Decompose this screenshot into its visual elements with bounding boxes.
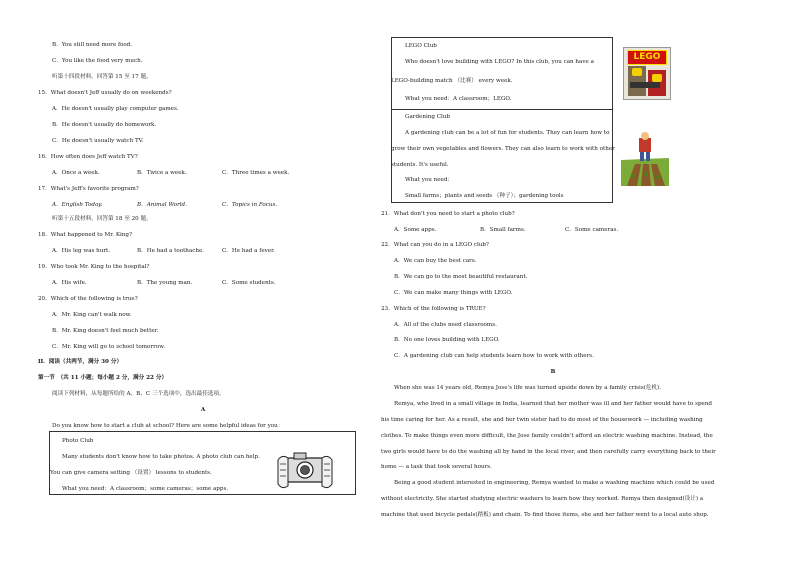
- gardening-club-line-1: A gardening club can be a lot of fun for students. They can learn how to: [405, 130, 610, 136]
- photo-club-line-2: You can give camera setting （设置） lessons to students.: [50, 470, 212, 476]
- q20-option-c: C．Mr. King will go to school tomorrow.: [52, 344, 166, 350]
- q19-option-a: A．His wife.: [52, 280, 87, 286]
- q15-option-b: B．He doesn't usually do homework.: [52, 122, 157, 128]
- gardening-club-line-4: What you need：: [405, 177, 454, 183]
- lego-club-line-2: LEGO-building match （比赛） every week.: [391, 78, 513, 84]
- question-16: 16．How often does Jeff watch TV?: [38, 154, 138, 160]
- photo-club-title: Photo Club: [62, 438, 94, 444]
- q19-option-b: B．The young man.: [137, 280, 193, 286]
- gardening-image: [621, 130, 669, 186]
- q16-option-b: B．Twice a week.: [137, 170, 187, 176]
- lego-club-title: LEGO Club: [405, 43, 437, 49]
- gardening-club-line-2: grow their own vegetables and flowers. They can also learn to work with other: [391, 146, 615, 152]
- q21-option-b: B．Small farms.: [480, 227, 526, 233]
- gardening-club-line-3: students. It's useful.: [391, 162, 449, 168]
- q17-option-c: C．Topics in Focus.: [222, 202, 278, 208]
- q17-option-b: B．Animal World.: [137, 202, 187, 208]
- passage-b-p1: When she was 14 years old, Remya Jose's life was turned upside down by a family crisis(危机).: [394, 385, 662, 391]
- clubs-table-divider: [391, 109, 613, 110]
- q21-option-c: C．Some cameras.: [565, 227, 619, 233]
- lego-logo: LEGO: [627, 50, 667, 65]
- passage-b-p2-l1: Remya, who lived in a small village in India, learned that her mother was ill and her father would have to spend: [394, 401, 713, 407]
- question-15: 15．What doesn't Jeff usually do on weekends?: [38, 90, 172, 96]
- q23-option-a: A．All of the clubs need classrooms.: [394, 322, 497, 328]
- q23-option-b: B．No one loves building with LEGO.: [394, 337, 500, 343]
- question-19: 19．Who took Mr. King to the hospital?: [38, 264, 150, 270]
- q18-option-b: B．He had a toothache.: [137, 248, 205, 254]
- q22-option-c: C．We can make many things with LEGO.: [394, 290, 513, 296]
- passage-b-p2-l5: home — a task that took several hours.: [381, 464, 492, 470]
- gardening-club-title: Gardening Club: [405, 114, 450, 120]
- question-17: 17．What's Jeff's favorite program?: [38, 186, 139, 192]
- q18-option-a: A．His leg was hurt.: [52, 248, 111, 254]
- passage-a-intro: Do you know how to start a club at school? Here are some helpful ideas for you：: [52, 423, 284, 429]
- section-title: II．阅读（共两节，满分 30 分）: [38, 359, 123, 365]
- passage-b-p2-l3: clothes. To make things even more difficult, the Jose family couldn't afford an electric washing machine. Instead, the: [381, 433, 713, 439]
- photo-club-line-1: Many students don't know how to take photos. A photo club can help.: [62, 454, 260, 460]
- q21-option-a: A．Some apps.: [394, 227, 437, 233]
- q20-option-b: B．Mr. King doesn't feel much better.: [52, 328, 159, 334]
- q15-option-a: A．He doesn't usually play computer games.: [52, 106, 179, 112]
- lego-club-line-1: Who doesn't love building with LEGO? In this club, you can have a: [405, 59, 594, 65]
- q16-option-a: A．Once a week.: [52, 170, 100, 176]
- q22-option-b: B．We can go to the most beautiful restaurant.: [394, 274, 528, 280]
- q15-option-c: C．He doesn't usually watch TV.: [52, 138, 144, 144]
- passage-b-p3-l3: machine that used bicycle pedals(踏板) and chain. To find those items, she and her father went to a local auto shop.: [381, 512, 709, 518]
- q14-option-b: B．You still need more food.: [52, 42, 133, 48]
- passage-a-label: A: [200, 407, 206, 413]
- question-20: 20．Which of the following is true?: [38, 296, 138, 302]
- q22-option-a: A．We can buy the best cars.: [394, 258, 477, 264]
- instruction-18-20: 听第十五段材料，回答第 18 至 20 题。: [52, 216, 152, 222]
- lego-club-line-3: What you need：A classroom；LEGO.: [405, 96, 512, 102]
- q18-option-c: C．He had a fever.: [222, 248, 275, 254]
- question-23: 23．Which of the following is TRUE?: [381, 306, 486, 312]
- passage-b-p2-l4: two girls would have to do the washing all by hand in the local river, and then carefully carry everything back to their: [381, 449, 716, 455]
- passage-b-p2-l2: his time caring for her. As a result, she and her twin sister had to do most of the housework — including washing: [381, 417, 703, 423]
- part1-instruction: 阅读下列材料，从每题所给的 A、B、C 三个选项中，选出最佳选项。: [52, 391, 225, 397]
- q14-option-c: C．You like the food very much.: [52, 58, 143, 64]
- lego-image: [623, 47, 671, 100]
- instruction-15-17: 听第十四段材料，回答第 15 至 17 题。: [52, 74, 152, 80]
- question-22: 22．What can you do in a LEGO club?: [381, 242, 489, 248]
- gardening-club-line-5: Small farms；plants and seeds （种子）；gardening tools: [405, 193, 564, 199]
- q23-option-c: C．A gardening club can help students learn how to work with others.: [394, 353, 594, 359]
- passage-b-p3-l2: without electricity. She started studying electric washers to learn how they worked. Remya then designed(设计) a: [381, 496, 704, 502]
- q16-option-c: C．Three times a week.: [222, 170, 290, 176]
- camera-illustration: [276, 446, 334, 491]
- question-18: 18．What happened to Mr. King?: [38, 232, 132, 238]
- q17-option-a: A．English Today.: [52, 202, 103, 208]
- q19-option-c: C．Some students.: [222, 280, 276, 286]
- photo-club-line-3: What you need：A classroom；some cameras；some apps.: [62, 486, 229, 492]
- question-21: 21．What don't you need to start a photo club?: [381, 211, 515, 217]
- part1-title: 第一节 （共 11 小题；每小题 2 分，满分 22 分）: [38, 375, 168, 381]
- q20-option-a: A．Mr. King can't walk now.: [52, 312, 132, 318]
- passage-b-p3-l1: Being a good student interested in engineering, Remya wanted to make a washing machine which could be used: [394, 480, 715, 486]
- passage-b-label: B: [550, 369, 556, 375]
